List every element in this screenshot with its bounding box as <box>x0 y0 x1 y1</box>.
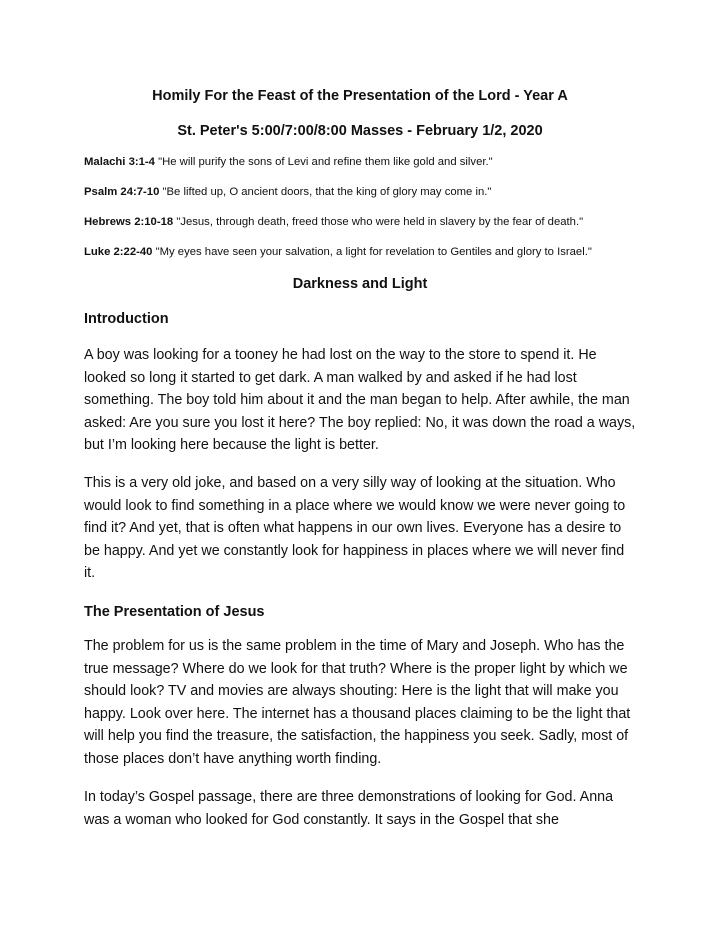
body-paragraph: This is a very old joke, and based on a very silly way of looking at the situation. Who would look to find something in a place where we would know we were never going to find it? And yet, that is often what happens in our own lives. Everyone has a desire to be happy. And yet we constantly look for happiness in places where we will never find it. <box>84 475 626 581</box>
reading-reference: Malachi 3:1-4 <box>84 156 155 168</box>
section-heading: The Presentation of Jesus <box>84 604 265 620</box>
reading-line <box>84 156 684 168</box>
reading-quote: "Be lifted up, O ancient doors, that the king of glory may come in." <box>162 186 492 198</box>
section-heading: Introduction <box>84 311 169 327</box>
document-subtitle: St. Peter's 5:00/7:00/8:00 Masses - February 1/2, 2020 <box>177 123 543 139</box>
document-title: Homily For the Feast of the Presentation of the Lord - Year A <box>152 88 568 104</box>
body-paragraph: The problem for us is the same problem in the time of Mary and Joseph. Who has the true message? Where do we look for that truth? Where is the proper light by which we should look? TV and movies are always shouting: Here is the light that will make you happy. Look over here. The internet has a thousand places claiming to be the light that will help you find the treasure, the satisfaction, the happiness you seek. Sadly, most of those places don’t have anything worth finding. <box>84 638 631 767</box>
body-paragraph: A boy was looking for a tooney he had lost on the way to the store to spend it. He looked so long it started to get dark. A man walked by and asked if he had lost something. The boy told him about it and the man began to help. After awhile, the man asked: Are you sure you lost it here? The boy replied: No, it was down the road a ways, but I’m looking here because the light is better. <box>84 347 636 453</box>
reading-quote: "Jesus, through death, freed those who were held in slavery by the fear of death." <box>176 216 584 228</box>
reading-reference: Psalm 24:7-10 <box>84 186 160 198</box>
reading-reference: Luke 2:22-40 <box>84 246 153 258</box>
reading-quote: "My eyes have seen your salvation, a light for revelation to Gentiles and glory to Israel." <box>155 246 592 258</box>
reading-reference: Hebrews 2:10-18 <box>84 216 174 228</box>
reading-line <box>84 186 684 198</box>
reading-line <box>84 216 684 228</box>
reading-line <box>84 246 684 258</box>
section-title: Darkness and Light <box>292 276 428 292</box>
reading-quote: "He will purify the sons of Levi and refine them like gold and silver." <box>158 156 493 168</box>
body-paragraph: In today’s Gospel passage, there are three demonstrations of looking for God. Anna was a woman who looked for God constantly. It says in the Gospel that she <box>84 789 614 828</box>
